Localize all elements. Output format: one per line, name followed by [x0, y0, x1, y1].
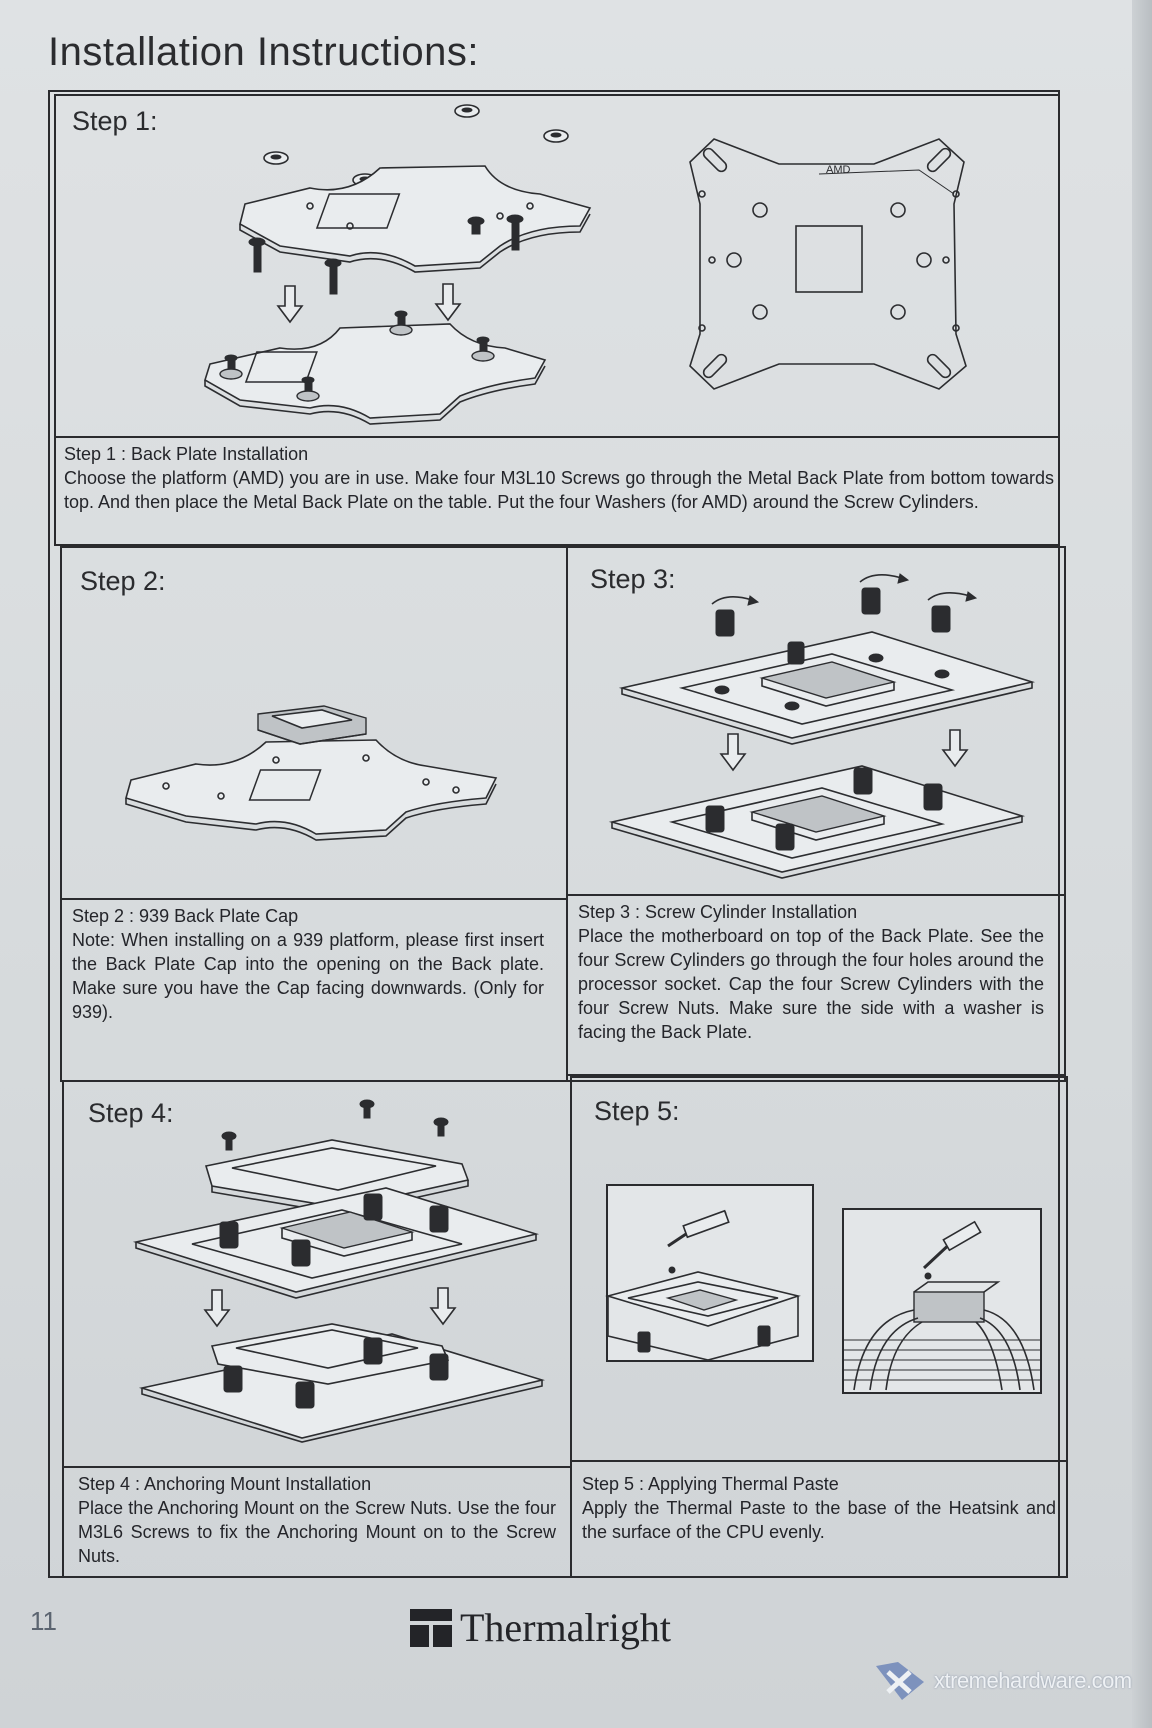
step1-amd-label: AMD: [826, 164, 851, 176]
step4-caption: [78, 1472, 556, 1568]
step4-diagram: [132, 1092, 542, 1442]
step3-caption-body: Place the motherboard on top of the Back Plate. See the four Screw Cylinders go through the four holes around the processor socket. Cap the four Screw Cylinders with the four Screw Nuts. Make sure the side with a washer is facing the Back Plate.: [578, 926, 1044, 1042]
step2-diagram: [126, 700, 506, 840]
step1-label: Step 1:: [72, 106, 158, 136]
step4-label: Step 4:: [88, 1098, 174, 1128]
step3-label: Step 3:: [590, 564, 676, 594]
step1-exploded-diagram: [200, 96, 600, 426]
watermark: [872, 1658, 1132, 1704]
step4-caption-title: Step 4 : Anchoring Mount Installation: [78, 1474, 372, 1494]
step1-caption-body: Choose the platform (AMD) you are in use. Make four M3L10 Screws go through the Metal Back Plate from bottom towards top. And then place the Metal Back Plate on the table. Put the four Washers (for AMD) around the Screw Cylinders.: [64, 468, 1054, 512]
step4-caption-body: Place the Anchoring Mount on the Screw Nuts. Use the four M3L6 Screws to fix the Anchoring Mount on to the Screw Nuts.: [78, 1498, 556, 1566]
step3-caption-title: Step 3 : Screw Cylinder Installation: [578, 902, 858, 922]
step5-label: Step 5:: [594, 1096, 680, 1126]
step2-label: Step 2:: [80, 566, 166, 596]
step5-heatsink-diagram: [844, 1210, 1040, 1392]
watermark-text: xtremehardware.com: [934, 1668, 1132, 1693]
page-number: 11: [30, 1606, 57, 1636]
step2-caption-title: Step 2 : 939 Back Plate Cap: [72, 906, 299, 926]
step1-caption: [64, 442, 1054, 514]
step3-caption: [578, 900, 1044, 1044]
step5-caption: [582, 1472, 1056, 1544]
step1-caption-title: Step 1 : Back Plate Installation: [64, 444, 309, 464]
thermalright-logo-icon: [410, 1609, 452, 1647]
step5-caption-body: Apply the Thermal Paste to the base of the Heatsink and the surface of the CPU evenly.: [582, 1498, 1056, 1542]
step5-caption-title: Step 5 : Applying Thermal Paste: [582, 1474, 839, 1494]
step5-cpu-diagram: [608, 1186, 812, 1360]
step2-caption: [72, 904, 544, 1024]
x-logo-icon: [872, 1658, 928, 1704]
page-title: Installation Instructions:: [48, 30, 479, 74]
brand-name: Thermalright: [460, 1605, 672, 1650]
step2-caption-body: Note: When installing on a 939 platform, please first insert the Back Plate Cap into the opening on the Back plate. Make sure you have the Cap facing downwards. (Only for 939).: [72, 930, 544, 1022]
brand: [410, 1604, 671, 1651]
page-spine: [1132, 0, 1152, 1728]
step3-diagram: [612, 570, 1032, 880]
